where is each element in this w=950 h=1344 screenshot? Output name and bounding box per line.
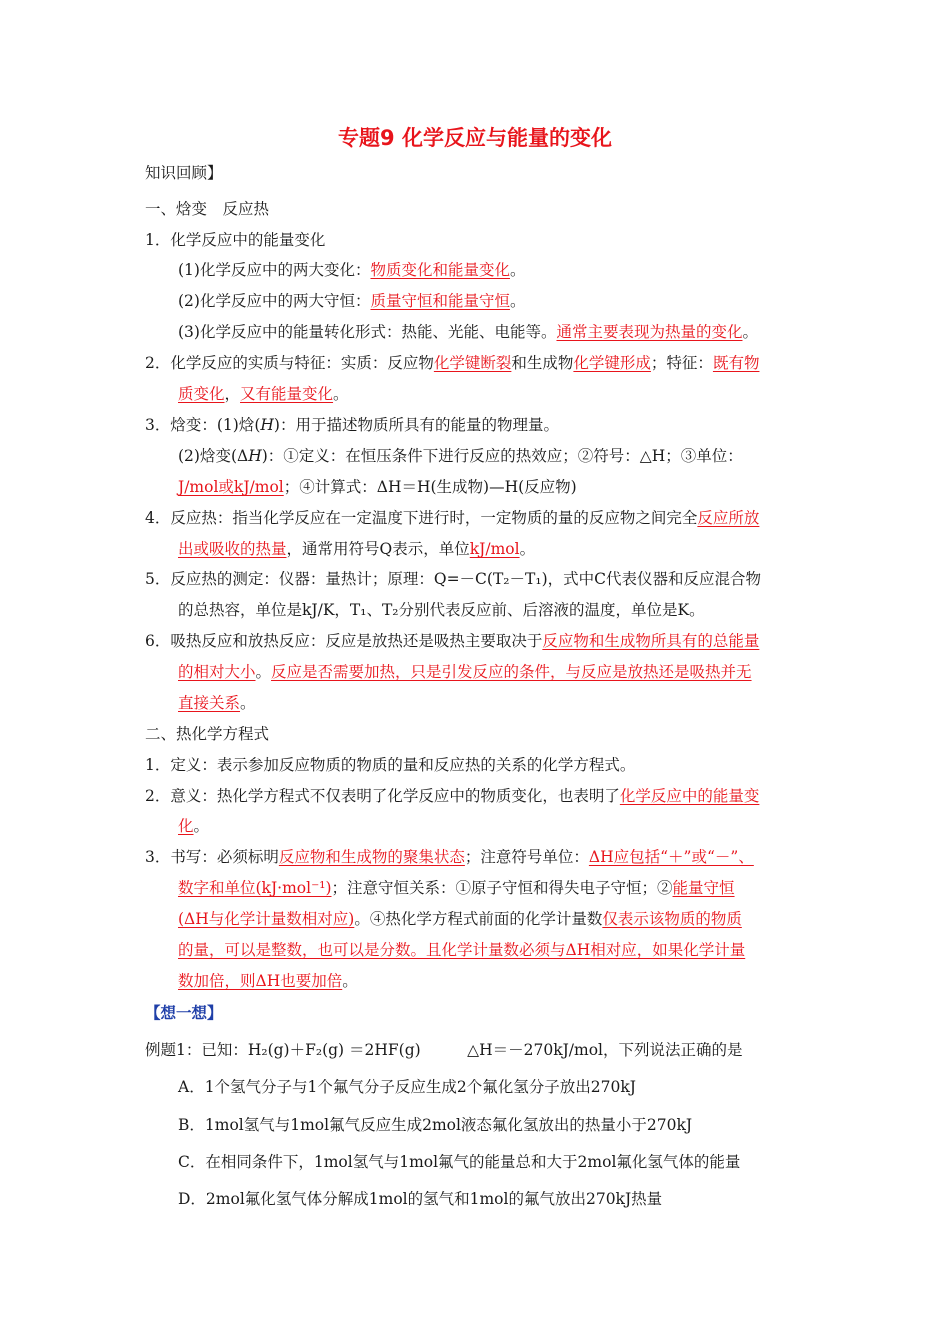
think-heading: 【想一想】 — [145, 1003, 223, 1022]
thermo-item-1: 1．定义：表示参加反应物质的物质的量和反应热的关系的化学方程式。 — [145, 756, 636, 774]
item-2-cont: 质变化，又有能量变化。 — [178, 385, 349, 403]
item-5: 5．反应热的测定：仪器：量热计；原理：Q=－C(T₂－T₁)，式中C代表仪器和反应混合物 — [145, 570, 761, 588]
thermo-item-3-cont2: (ΔH与化学计量数相对应)。④热化学方程式前面的化学计量数仅表示该物质的物质 — [178, 910, 742, 928]
item-1: 1．化学反应中的能量变化 — [145, 231, 326, 249]
thermo-item-2-cont: 化。 — [178, 817, 210, 835]
thermo-item-3-cont4: 数加倍，则ΔH也要加倍。 — [178, 972, 358, 990]
item-2: 2．化学反应的实质与特征：实质：反应物化学键断裂和生成物化学键形成；特征：既有物 — [145, 354, 760, 372]
item-4-cont: 出或吸收的热量，通常用符号Q表示，单位kJ/mol。 — [178, 540, 536, 558]
item-3-3: J/mol或kJ/mol；④计算式：ΔH＝H(生成物)—H(反应物) — [178, 478, 577, 496]
item-1-1: (1)化学反应中的两大变化：物质变化和能量变化。 — [178, 261, 526, 279]
item-4: 4．反应热：指当化学反应在一定温度下进行时，一定物质的量的反应物之间完全反应所放 — [145, 509, 760, 527]
option-c: C．在相同条件下，1mol氢气与1mol氟气的能量总和大于2mol氟化氢气体的能量 — [178, 1153, 741, 1171]
option-a: A．1个氢气分子与1个氟气分子反应生成2个氟化氢分子放出270kJ — [178, 1078, 636, 1096]
thermo-item-2: 2．意义：热化学方程式不仅表明了化学反应中的物质变化，也表明了化学反应中的能量变 — [145, 787, 760, 805]
thermo-item-3: 3．书写：必须标明反应物和生成物的聚集状态；注意符号单位：ΔH应包括“＋”或“－”、 — [145, 848, 754, 866]
heading-2: 二、热化学方程式 — [145, 725, 270, 743]
option-d: D．2mol氟化氢气体分解成1mol的氢气和1mol的氟气放出270kJ热量 — [178, 1190, 663, 1208]
item-1-3: (3)化学反应中的能量转化形式：热能、光能、电能等。通常主要表现为热量的变化。 — [178, 323, 758, 341]
item-5-cont: 的总热容，单位是kJ/K，T₁、T₂分别代表反应前、后溶液的温度，单位是K。 — [178, 601, 705, 619]
thermo-item-3-cont: 数字和单位(kJ·mol⁻¹)；注意守恒关系：①原子守恒和得失电子守恒；②能量守恒 — [178, 879, 735, 897]
item-1-2: (2)化学反应中的两大守恒：质量守恒和能量守恒。 — [178, 292, 526, 310]
option-b: B．1mol氢气与1mol氟气反应生成2mol液态氟化氢放出的热量小于270kJ — [178, 1116, 693, 1134]
thermo-item-3-cont3: 的量，可以是整数，也可以是分数。且化学计量数必须与ΔH相对应，如果化学计量 — [178, 941, 746, 959]
item-6: 6．吸热反应和放热反应：反应是放热还是吸热主要取决于反应物和生成物所具有的总能量 — [145, 632, 760, 650]
example-1-question: 例题1：已知：H₂(g)＋F₂(g) ＝2HF(g) △H＝－270kJ/mol，下列说法正确的是 — [145, 1041, 743, 1059]
item-3: 3．焓变：(1)焓(H)：用于描述物质所具有的能量的物理量。 — [145, 416, 559, 434]
heading-1: 一、焓变 反应热 — [145, 200, 270, 218]
item-3-2: (2)焓变(ΔH)：①定义：在恒压条件下进行反应的热效应；②符号：△H；③单位： — [178, 447, 743, 465]
section-heading: 知识回顾】 — [145, 164, 223, 182]
page-title: 专题9 化学反应与能量的变化 — [338, 126, 612, 150]
item-6-cont2: 直接关系。 — [178, 694, 256, 712]
item-6-cont: 的相对大小。反应是否需要加热，只是引发反应的条件，与反应是放热还是吸热并无 — [178, 663, 752, 681]
